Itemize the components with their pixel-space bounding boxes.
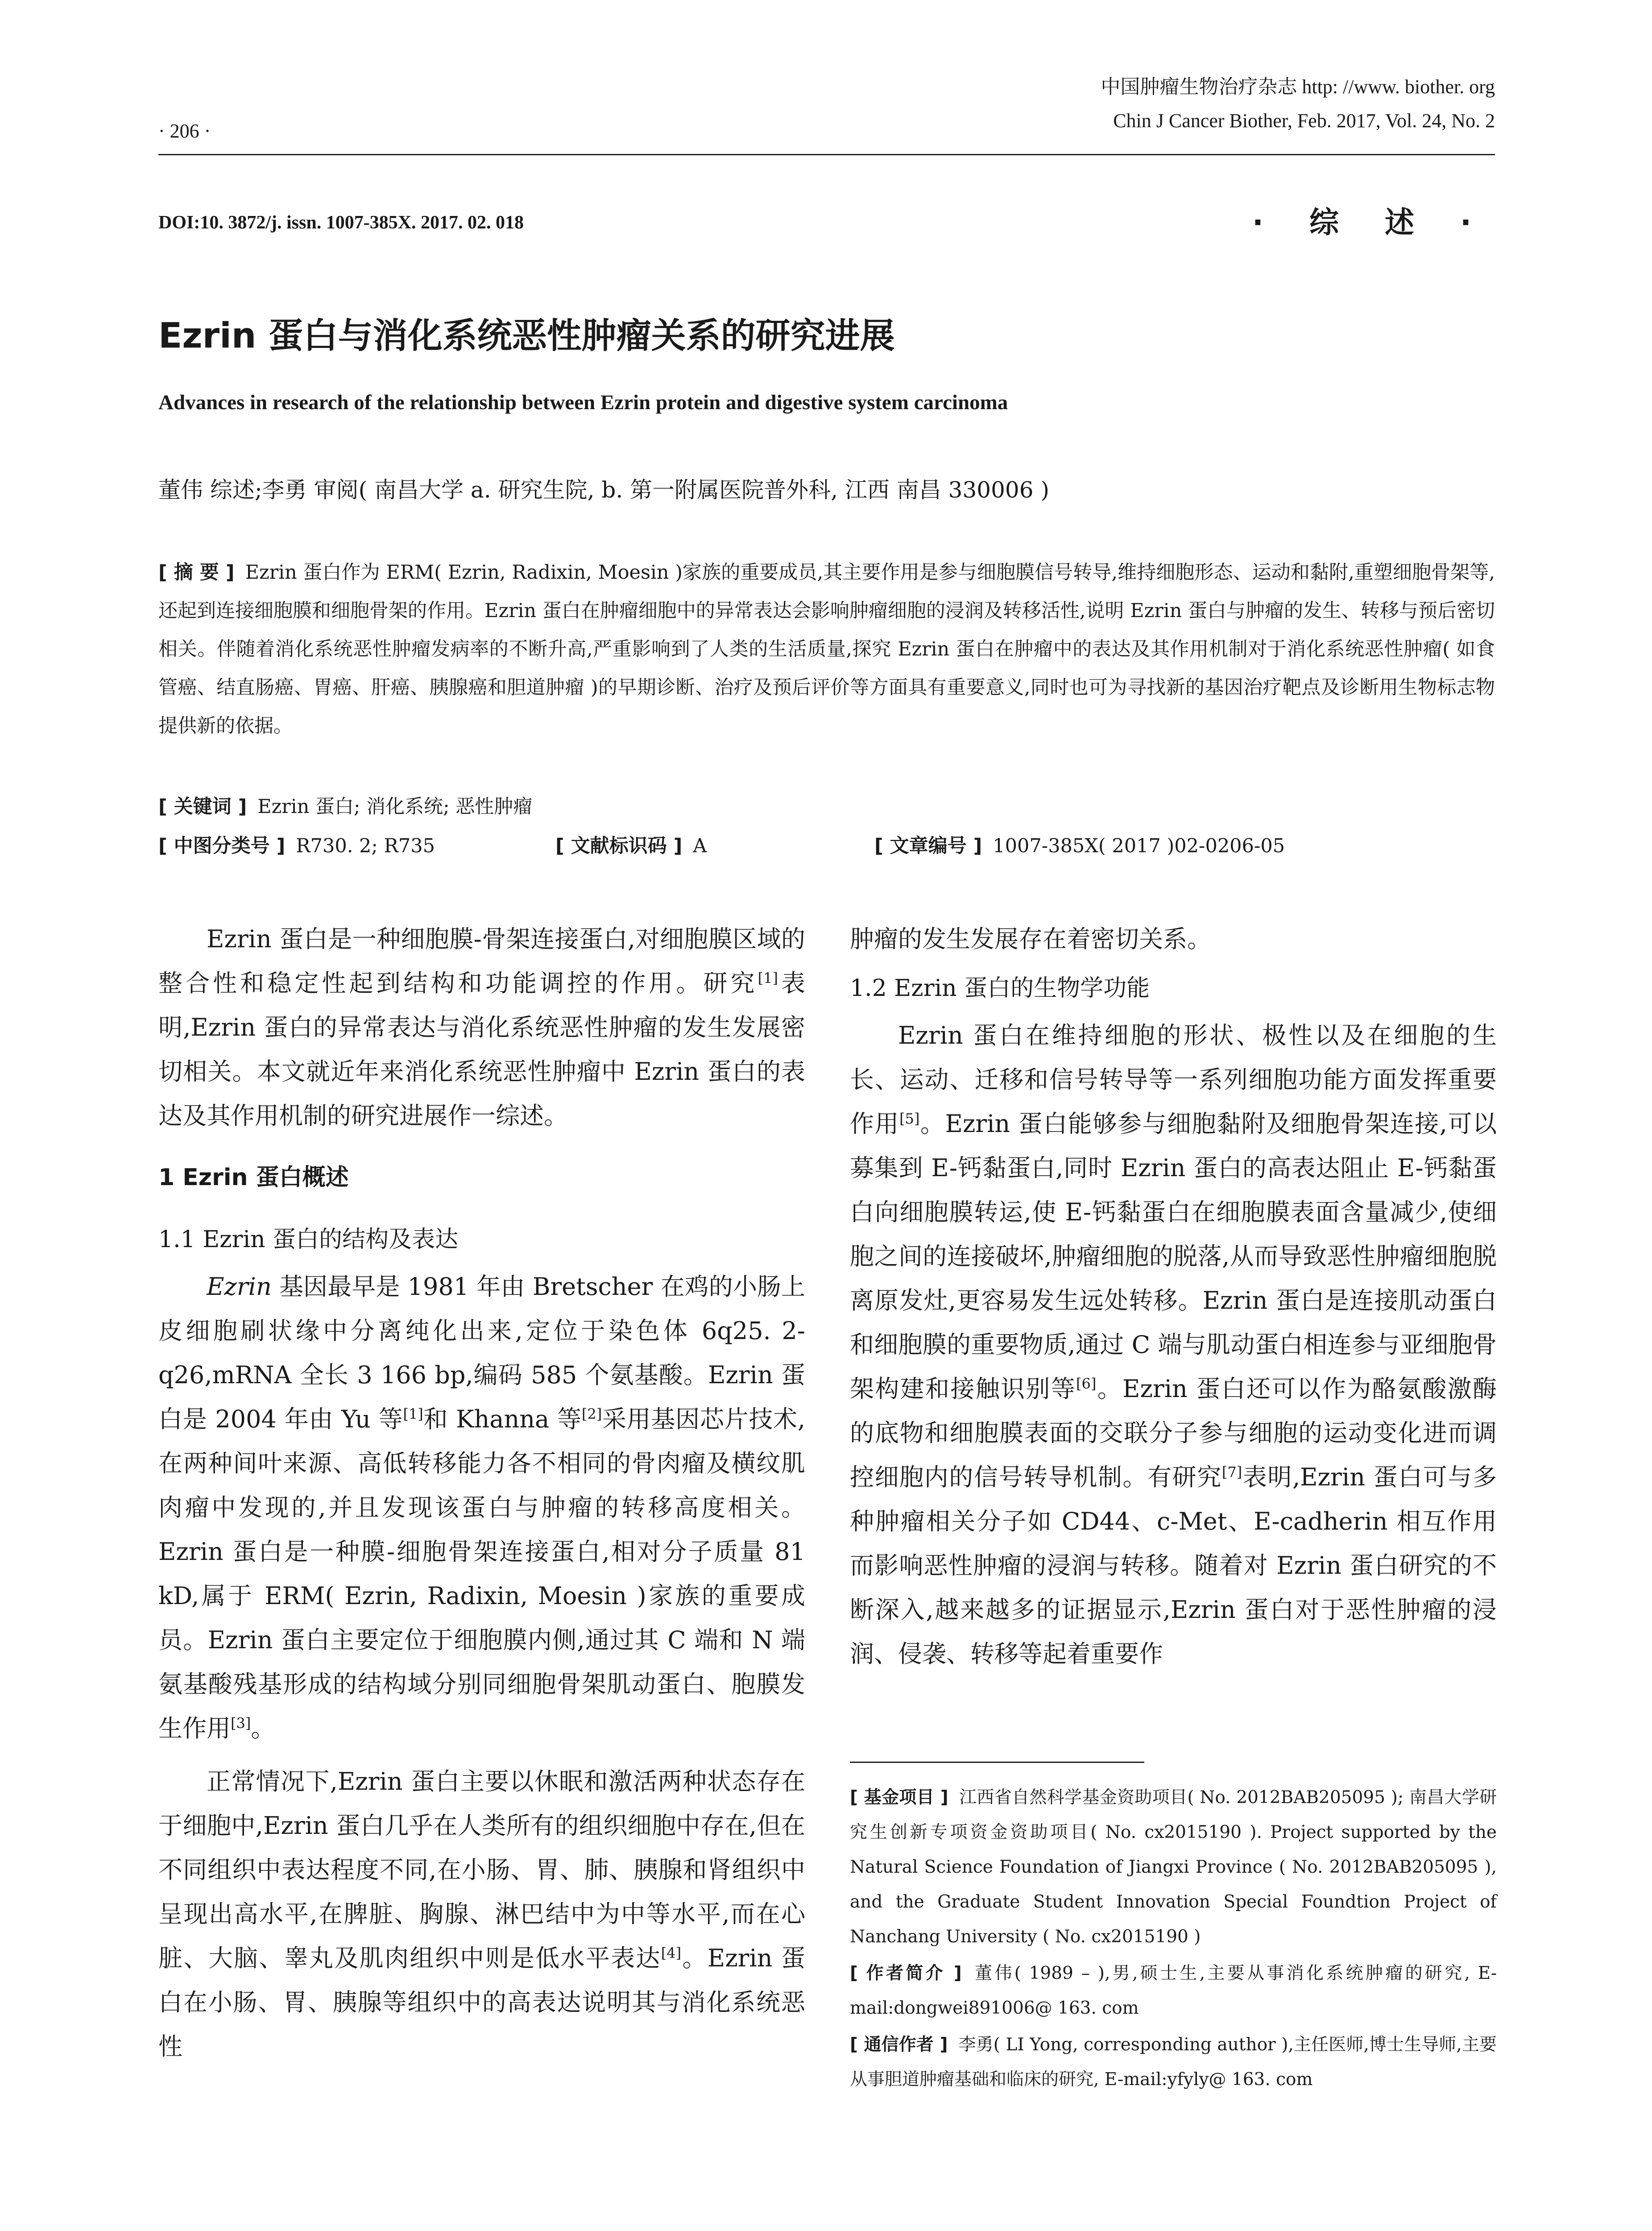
footnote-author-label: [ 作者简介 ] bbox=[850, 1963, 962, 1983]
classification-text: R730. 2; R735 bbox=[296, 835, 435, 857]
keywords-label: [ 关键词 ] bbox=[158, 796, 247, 818]
article-title-cn: Ezrin 蛋白与消化系统恶性肿瘤关系的研究进展 bbox=[158, 316, 895, 356]
article-number bbox=[874, 831, 1285, 858]
footnote-divider bbox=[850, 1762, 1144, 1763]
footnote-author-text: 董伟( 1989 – ),男,硕士生,主要从事消化系统肿瘤的研究, E-mail:dongwei891006@ 163. com bbox=[850, 1963, 1497, 2018]
journal-name-line: 中国肿瘤生物治疗杂志 http: //www. biother. org bbox=[1101, 76, 1495, 98]
text-run: 采用基因芯片技术,在两种间叶来源、高低转移能力各不相同的骨肉瘤及横纹肌肉瘤中发现的,并且发现该蛋白与肿瘤的转移高度相关。Ezrin 蛋白是一种膜-细胞骨架连接蛋白,相对分子质量 81 kD,属于 ERM( Ezrin, Radixin, Moesin )家族的重要成员。Ezrin 蛋白主要定位于细胞膜内侧,通过其 C 端和 N 端氨基酸残基形成的结构域分别同细胞骨架肌动蛋白、胞膜发生作用 bbox=[158, 1405, 805, 1742]
journal-citation-line: Chin J Cancer Biother, Feb. 2017, Vol. 24, No. 2 bbox=[1113, 110, 1495, 132]
section-label: · 综 述 · bbox=[1252, 205, 1489, 240]
footnote-fund-text: 江西省自然科学基金资助项目( No. 2012BAB205095 ); 南昌大学研究生创新专项资金资助项目( No. cx2015190 ). Project supported by the Natural Science Foundation of Jiangxi Province ( No. 2012BAB205095 ), and the Graduate Student Innovation Special Foundtion Project of Nanchang University ( No. cx2015190 ) bbox=[850, 1787, 1497, 1947]
document-code-text: A bbox=[693, 835, 707, 857]
article-number-text: 1007-385X( 2017 )02-0206-05 bbox=[993, 835, 1285, 857]
footnotes bbox=[850, 1780, 1497, 2099]
text-run: 。Ezrin 蛋白能够参与细胞黏附及细胞骨架连接,可以募集到 E-钙黏蛋白,同时 Ezrin 蛋白的高表达阻止 E-钙黏蛋白向细胞膜转运,使 E-钙黏蛋白在细胞膜表面含量减少,使细胞之间的连接破坏,肿瘤细胞的脱落,从而导致恶性肿瘤细胞脱离原发灶,更容易发生远处转移。Ezrin 蛋白是连接肌动蛋白和细胞膜的重要物质,通过 C 端与肌动蛋白相连参与亚细胞骨架构建和接触识别等 bbox=[850, 1110, 1497, 1403]
article-number-label: [ 文章编号 ] bbox=[874, 835, 982, 857]
text-run: 表明,Ezrin 蛋白的异常表达与消化系统恶性肿瘤的发生发展密切相关。本文就近年来消化系统恶性肿瘤中 Ezrin 蛋白的表达及其作用机制的研究进展作一综述。 bbox=[158, 969, 806, 1130]
footnote-corresponding-text: 李勇( LI Yong, corresponding author ),主任医师,博士生导师,主要从事胆道肿瘤基础和临床的研究, E-mail:yfyly@ 163. com bbox=[850, 2035, 1497, 2090]
footnote-fund bbox=[850, 1780, 1497, 1954]
text-run: Ezrin 蛋白是一种细胞膜-骨架连接蛋白,对细胞膜区域的整合性和稳定性起到结构和功能调控的作用。研究 bbox=[158, 925, 805, 997]
citation: [1] bbox=[758, 970, 778, 987]
paragraph-expression bbox=[158, 1759, 805, 2069]
header-divider bbox=[158, 154, 1495, 155]
footnote-author bbox=[850, 1956, 1497, 2026]
citation: [3] bbox=[231, 1715, 251, 1732]
body-left-column bbox=[158, 917, 805, 2069]
footnote-corresponding-label: [ 通信作者 ] bbox=[850, 2035, 948, 2055]
paragraph-continuation: 肿瘤的发生发展存在着密切关系。 bbox=[850, 925, 1211, 953]
paragraph-function bbox=[850, 1013, 1497, 1676]
article-title-en: Advances in research of the relationship between Ezrin protein and digestive system carcinoma bbox=[158, 391, 1008, 414]
text-run: 和 Khanna 等 bbox=[423, 1405, 582, 1433]
keywords bbox=[158, 792, 532, 819]
text-run: 。 bbox=[251, 1714, 275, 1742]
keywords-text: Ezrin 蛋白; 消化系统; 恶性肿瘤 bbox=[257, 796, 533, 818]
footnote-fund-label: [ 基金项目 ] bbox=[850, 1787, 948, 1808]
text-run: Ezrin 蛋白在维持细胞的形状、极性以及在细胞的生长、运动、迁移和信号转导等一系列细胞功能方面发挥重要作用 bbox=[850, 1021, 1497, 1138]
page-number: · 206 · bbox=[158, 120, 211, 142]
citation: [1] bbox=[403, 1406, 423, 1422]
text-run: 正常情况下,Ezrin 蛋白主要以休眠和激活两种状态存在于细胞中,Ezrin 蛋白几乎在人类所有的组织细胞中存在,但在不同组织中表达程度不同,在小肠、胃、肺、胰腺和肾组织中呈现出高水平,在脾脏、胸腺、淋巴结中为中等水平,而在心脏、大脑、睾丸及肌肉组织中则是低水平表达 bbox=[158, 1767, 805, 1972]
gene-name: Ezrin bbox=[207, 1273, 272, 1301]
abstract-label: [ 摘 要 ] bbox=[158, 561, 235, 584]
document-code-label: [ 文献标识码 ] bbox=[555, 835, 683, 857]
text-run: 表明,Ezrin 蛋白可与多种肿瘤相关分子如 CD44、c-Met、E-cadherin 相互作用而影响恶性肿瘤的浸润与转移。随着对 Ezrin 蛋白研究的不断深入,越来越多的证据显示,Ezrin 蛋白对于恶性肿瘤的浸润、侵袭、转移等起着重要作 bbox=[850, 1463, 1497, 1668]
abstract bbox=[158, 553, 1495, 745]
citation: [7] bbox=[1221, 1464, 1242, 1480]
doi: DOI:10. 3872/j. issn. 1007-385X. 2017. 02. 018 bbox=[158, 212, 524, 233]
section-heading-1-2: 1.2 Ezrin 蛋白的生物学功能 bbox=[850, 975, 1150, 1002]
citation: [2] bbox=[581, 1406, 602, 1422]
abstract-text: Ezrin 蛋白作为 ERM( Ezrin, Radixin, Moesin )家族的重要成员,其主要作用是参与细胞膜信号转导,维持细胞形态、运动和黏附,重塑细胞骨架等,还起到连接细胞膜和细胞骨架的作用。Ezrin 蛋白在肿瘤细胞中的异常表达会影响肿瘤细胞的浸润及转移活性,说明 Ezrin 蛋白与肿瘤的发生、转移与预后密切相关。伴随着消化系统恶性肿瘤发病率的不断升高,严重影响到了人类的生活质量,探究 Ezrin 蛋白在肿瘤中的表达及其作用机制对于消化系统恶性肿瘤( 如食管癌、结直肠癌、胃癌、肝癌、胰腺癌和胆道肿瘤 )的早期诊断、治疗及预后评价等方面具有重要意义,同时也可为寻找新的基因治疗靶点及诊断用生物标志物提供新的依据。 bbox=[158, 561, 1495, 737]
text-run: 基因最早是 1981 年由 Bretscher 在鸡的小肠上皮细胞刷状缘中分离纯化出来,定位于染色体 6q25. 2-q26,mRNA 全长 3 166 bp,编码 585 个氨基酸。Ezrin 蛋白是 2004 年由 Yu 等 bbox=[158, 1273, 805, 1433]
authors-affiliation: 董伟 综述;李勇 审阅( 南昌大学 a. 研究生院, b. 第一附属医院普外科, 江西 南昌 330006 ) bbox=[158, 477, 1049, 503]
text-run: 。Ezrin 蛋白在小肠、胃、胰腺等组织中的高表达说明其与消化系统恶性 bbox=[158, 1944, 806, 2061]
classification-label: [ 中图分类号 ] bbox=[158, 835, 286, 857]
paragraph-structure bbox=[158, 1265, 805, 1750]
section-heading-1-1: 1.1 Ezrin 蛋白的结构及表达 bbox=[158, 1226, 459, 1253]
document-code bbox=[555, 831, 707, 858]
citation: [5] bbox=[899, 1110, 920, 1127]
body-right-column bbox=[850, 917, 1497, 1676]
citation: [4] bbox=[661, 1945, 682, 1961]
citation: [6] bbox=[1076, 1375, 1097, 1392]
intro-paragraph bbox=[158, 917, 805, 1138]
footnote-corresponding bbox=[850, 2028, 1497, 2097]
text-run: 。Ezrin 蛋白还可以作为酪氨酸激酶的底物和细胞膜表面的交联分子参与细胞的运动变化进而调控细胞内的信号转导机制。有研究 bbox=[850, 1375, 1497, 1491]
classification bbox=[158, 831, 435, 858]
section-heading-1: 1 Ezrin 蛋白概述 bbox=[158, 1164, 349, 1191]
